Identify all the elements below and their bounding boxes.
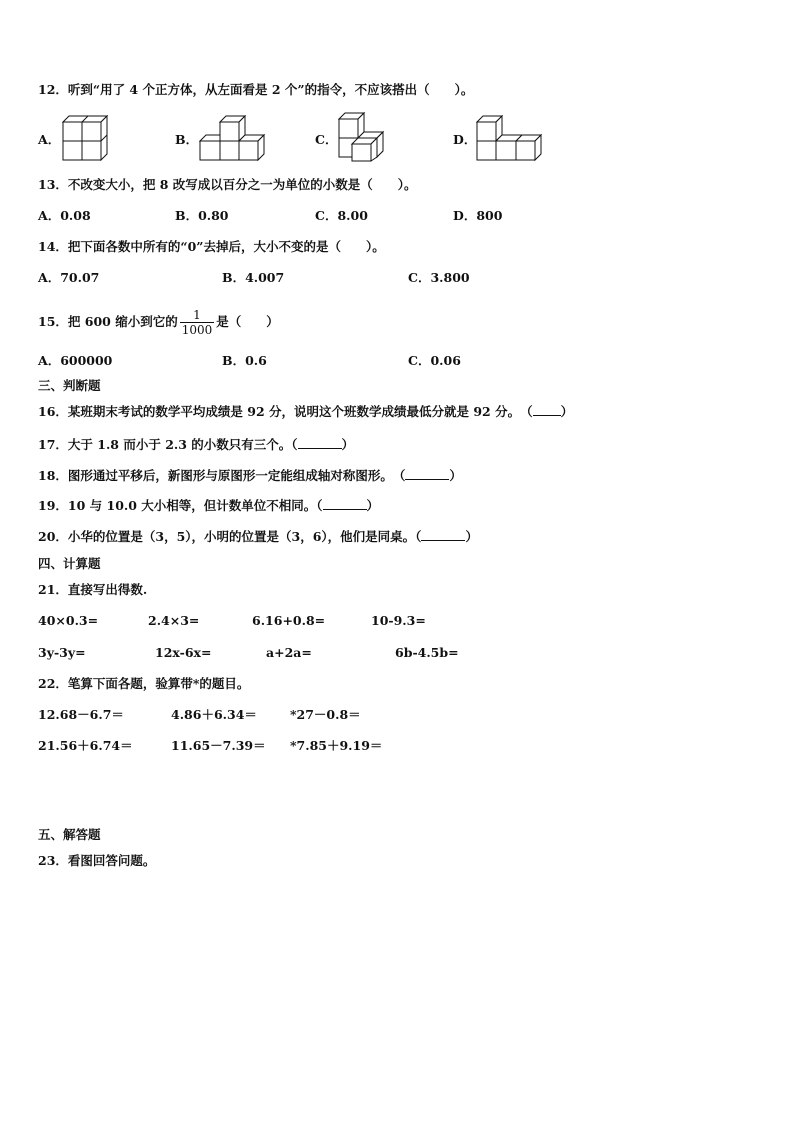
q15-option-c: C．0.06 — [408, 353, 461, 368]
q15-numerator: 1 — [193, 308, 201, 322]
q21-text: 21．直接写出得数. — [38, 582, 148, 597]
section-3-heading: 三、判断题 — [38, 378, 101, 393]
q18-text: 18．图形通过平移后，新图形与原图形一定能组成轴对称图形。 （ — [38, 468, 406, 483]
q22-text: 22．笔算下面各题，验算带*的题目。 — [38, 676, 250, 691]
q17-line — [38, 437, 354, 453]
q21-expr-7: a+2a= — [266, 645, 312, 660]
q15-option-a: A．600000 — [38, 353, 113, 368]
q19-answer-blank[interactable] — [323, 498, 367, 510]
q20-answer-blank[interactable] — [421, 529, 465, 541]
q14-option-a: A．70.07 — [38, 270, 100, 285]
q22-expr-4: 21.56＋6.74＝ — [38, 738, 133, 753]
q16-answer-blank[interactable] — [533, 404, 561, 416]
q18-answer-blank[interactable] — [405, 468, 449, 480]
q21-expr-2: 2.4×3= — [148, 613, 200, 628]
q15-option-b: B．0.6 — [222, 353, 267, 368]
figure-b-icon — [199, 115, 267, 162]
q15-line — [38, 305, 279, 339]
figure-c-icon — [338, 112, 388, 162]
q23-text: 23．看图回答问题。 — [38, 853, 156, 868]
q21-expr-1: 40×0.3= — [38, 613, 99, 628]
q13-option-a: A．0.08 — [38, 208, 91, 223]
q18-line — [38, 468, 462, 484]
q15-prefix: 15．把 600 缩小到它的 — [38, 314, 178, 329]
q13-option-d: D．800 — [453, 208, 503, 223]
q16-line — [38, 404, 573, 420]
q12-option-d: D． — [453, 132, 477, 147]
q21-expr-8: 6b-4.5b= — [395, 645, 459, 660]
q19-line — [38, 498, 379, 514]
q21-expr-3: 6.16+0.8= — [252, 613, 326, 628]
q13-option-c: C．8.00 — [315, 208, 368, 223]
q17-close-paren: ） — [341, 437, 355, 452]
q12-option-a: A． — [38, 132, 61, 147]
section-5-heading: 五、解答题 — [38, 827, 101, 842]
q19-text: 19．10 与 10.0 大小相等，但计数单位不相同。（ — [38, 498, 323, 513]
q13-option-b: B．0.80 — [175, 208, 229, 223]
q22-expr-3: *27－0.8＝ — [290, 707, 361, 722]
q15-denominator: 1000 — [181, 323, 213, 337]
q12-option-b: B． — [175, 132, 199, 147]
q20-text: 20．小华的位置是（3，5），小明的位置是（3，6），他们是同桌。（ — [38, 529, 422, 544]
figure-a-icon — [62, 115, 108, 161]
q17-answer-blank[interactable] — [298, 437, 342, 449]
q21-expr-6: 12x-6x= — [155, 645, 212, 660]
q22-expr-1: 12.68－6.7＝ — [38, 707, 124, 722]
q12-option-c: C． — [315, 132, 338, 147]
q20-line — [38, 529, 478, 545]
q22-expr-5: 11.65－7.39＝ — [171, 738, 266, 753]
q18-close-paren: ） — [449, 468, 462, 483]
q22-expr-6: *7.85＋9.19＝ — [290, 738, 383, 753]
q14-option-b: B．4.007 — [222, 270, 285, 285]
q17-text: 17．大于 1.8 而小于 2.3 的小数只有三个。（ — [38, 437, 298, 452]
section-4-heading: 四、计算题 — [38, 556, 101, 571]
q22-expr-2: 4.86＋6.34＝ — [171, 707, 257, 722]
q15-suffix: 是（ ） — [216, 314, 279, 329]
q12-text: 12．听到“用了 4 个正方体，从左面看是 2 个”的指令，不应该搭出（ ）。 — [38, 82, 474, 97]
q13-text: 13．不改变大小，把 8 改写成以百分之一为单位的小数是（ ）。 — [38, 177, 417, 192]
q16-close-paren: ） — [560, 404, 574, 419]
q19-close-paren: ） — [366, 498, 380, 513]
figure-d-icon — [476, 115, 544, 162]
q20-close-paren: ） — [465, 529, 478, 544]
q21-expr-5: 3y-3y= — [38, 645, 86, 660]
q14-option-c: C．3.800 — [408, 270, 470, 285]
q15-fraction — [180, 308, 215, 337]
q16-text: 16．某班期末考试的数学平均成绩是 92 分，说明这个班数学成绩最低分就是 92 分。 （ — [38, 404, 533, 419]
q14-text: 14．把下面各数中所有的“0”去掉后，大小不变的是（ ）。 — [38, 239, 385, 254]
q21-expr-4: 10-9.3= — [371, 613, 426, 628]
